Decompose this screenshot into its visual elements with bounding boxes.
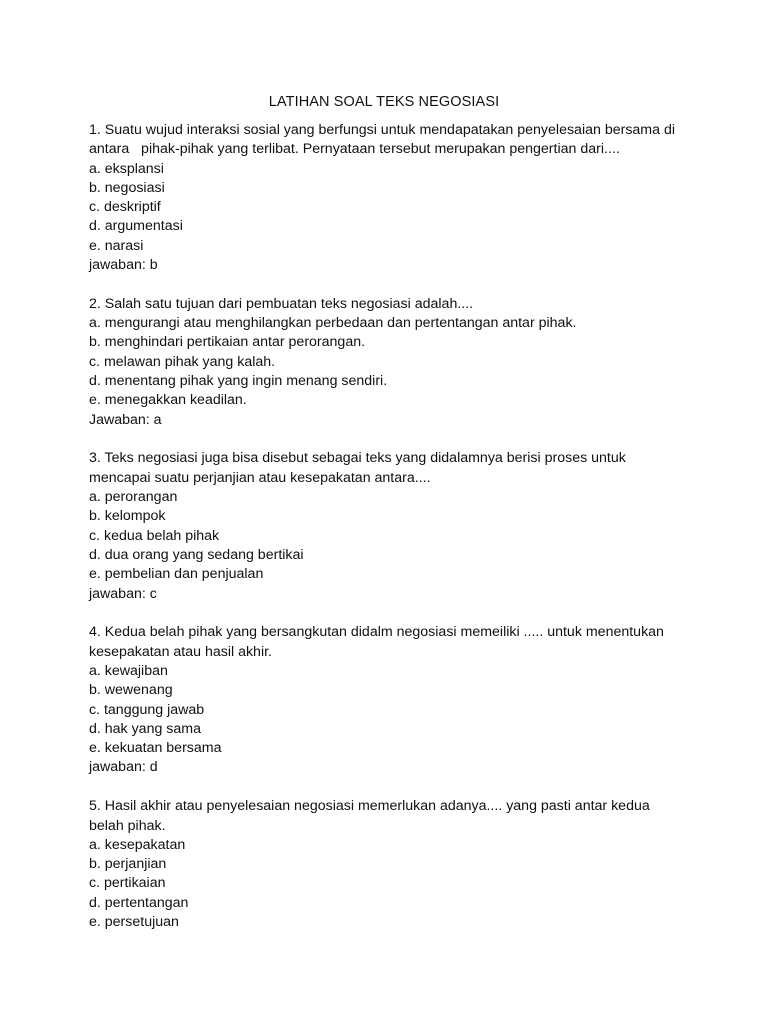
option-a: a. perorangan bbox=[89, 489, 178, 506]
question-text-line: kesepakatan atau hasil akhir. bbox=[89, 643, 272, 660]
option-c: c. pertikaian bbox=[89, 875, 166, 892]
option-b: b. menghindari pertikaian antar perorangan. bbox=[89, 334, 366, 351]
option-e: e. menegakkan keadilan. bbox=[89, 392, 247, 409]
option-b: b. wewenang bbox=[89, 682, 173, 699]
question-text-line: antara pihak-pihak yang terlibat. Pernyataan tersebut merupakan pengertian dari.... bbox=[89, 141, 620, 158]
question-4 bbox=[89, 623, 689, 777]
option-d: d. hak yang sama bbox=[89, 720, 201, 737]
option-e: e. kekuatan bersama bbox=[89, 740, 222, 757]
question-text-line: 4. Kedua belah pihak yang bersangkutan didalm negosiasi memeiliki ..... untuk menentukan bbox=[89, 624, 664, 641]
question-text-line: 5. Hasil akhir atau penyelesaian negosiasi memerlukan adanya.... yang pasti antar kedua bbox=[89, 798, 650, 815]
option-d: d. menentang pihak yang ingin menang sendiri. bbox=[89, 373, 388, 390]
option-e: e. narasi bbox=[89, 237, 144, 254]
option-d: d. argumentasi bbox=[89, 218, 183, 235]
option-c: c. deskriptif bbox=[89, 199, 161, 216]
answer-key: jawaban: c bbox=[89, 585, 157, 602]
answer-key: Jawaban: a bbox=[89, 411, 162, 428]
option-e: e. persetujuan bbox=[89, 913, 179, 930]
option-a: a. eksplansi bbox=[89, 160, 164, 177]
question-text-line: 3. Teks negosiasi juga bisa disebut sebagai teks yang didalamnya berisi proses untuk bbox=[89, 450, 626, 467]
option-c: c. melawan pihak yang kalah. bbox=[89, 353, 276, 370]
document-body bbox=[89, 121, 689, 952]
answer-key: jawaban: d bbox=[89, 759, 158, 776]
answer-key: jawaban: b bbox=[89, 257, 158, 274]
document-title: LATIHAN SOAL TEKS NEGOSIASI bbox=[268, 94, 500, 110]
option-d: d. pertentangan bbox=[89, 894, 189, 911]
option-b: b. kelompok bbox=[89, 508, 166, 525]
option-c: c. kedua belah pihak bbox=[89, 527, 220, 544]
option-a: a. kewajiban bbox=[89, 662, 168, 679]
question-text-line: mencapai suatu perjanjian atau kesepakatan antara.... bbox=[89, 469, 431, 486]
question-1 bbox=[89, 121, 689, 275]
option-b: b. perjanjian bbox=[89, 856, 167, 873]
option-a: a. mengurangi atau menghilangkan perbedaan dan pertentangan antar pihak. bbox=[89, 315, 577, 332]
option-b: b. negosiasi bbox=[89, 179, 165, 196]
option-a: a. kesepakatan bbox=[89, 836, 186, 853]
option-e: e. pembelian dan penjualan bbox=[89, 566, 264, 583]
question-3 bbox=[89, 449, 689, 603]
question-5 bbox=[89, 797, 689, 932]
question-text-line: 1. Suatu wujud interaksi sosial yang berfungsi untuk mendapatakan penyelesaian bersama di bbox=[89, 122, 675, 138]
question-2 bbox=[89, 295, 689, 430]
option-d: d. dua orang yang sedang bertikai bbox=[89, 546, 304, 563]
option-c: c. tanggung jawab bbox=[89, 701, 205, 718]
question-text-line: 2. Salah satu tujuan dari pembuatan teks negosiasi adalah.... bbox=[89, 295, 474, 312]
question-text-line: belah pihak. bbox=[89, 817, 166, 834]
